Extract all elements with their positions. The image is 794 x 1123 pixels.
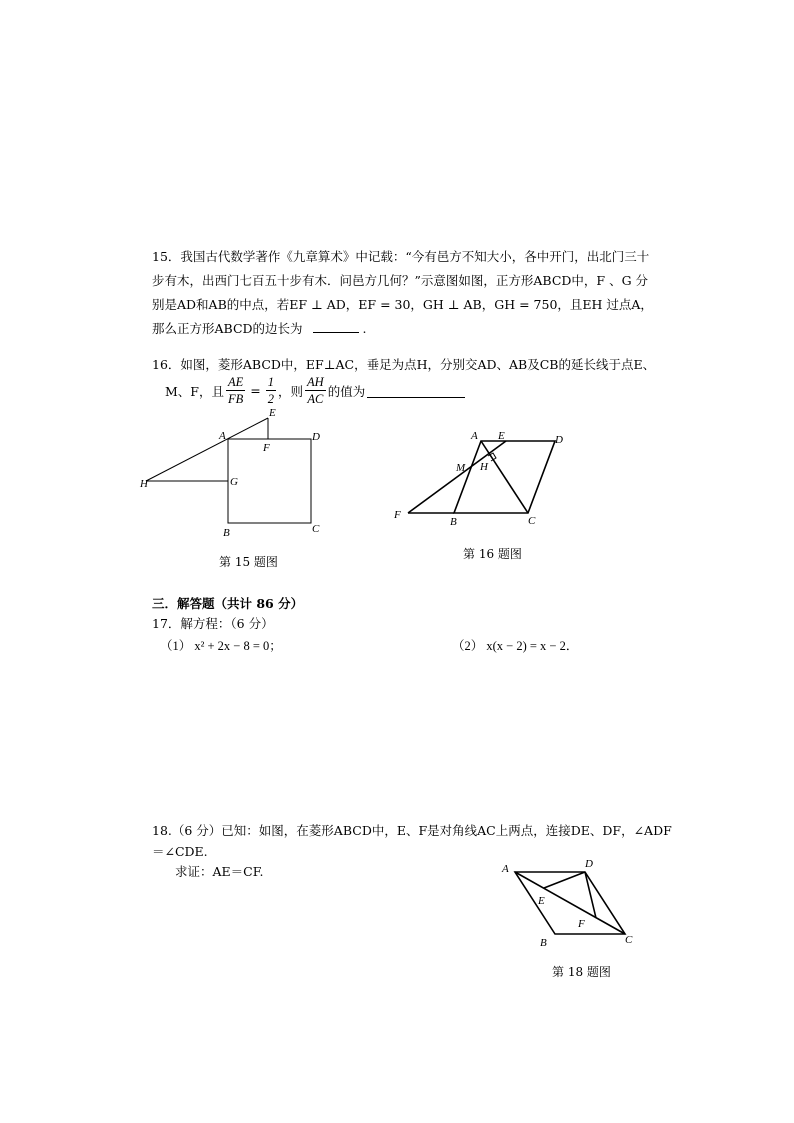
fraction-ah-ac bbox=[305, 374, 326, 407]
q17-title: 17．解方程：（6 分） bbox=[152, 616, 274, 631]
fraction-ae-fb bbox=[226, 374, 245, 407]
fig16-label-f: F bbox=[394, 509, 401, 521]
equals-sign: = bbox=[250, 383, 261, 398]
fig16-label-a: A bbox=[471, 430, 478, 442]
q17-part-2: （2） x(x − 2) = x − 2． bbox=[452, 639, 579, 653]
q16-answer-blank[interactable] bbox=[367, 384, 465, 398]
fig16-label-h: H bbox=[480, 461, 488, 473]
q15-answer-blank[interactable] bbox=[313, 319, 359, 333]
fraction-ah-ac-denominator: AC bbox=[307, 392, 324, 406]
fig15-label-b: B bbox=[223, 527, 230, 539]
fig15-label-g: G bbox=[230, 476, 238, 488]
fig15-label-f: F bbox=[263, 442, 270, 454]
fraction-one-half-denominator: 2 bbox=[267, 392, 274, 406]
fig18-label-d: D bbox=[585, 858, 593, 870]
figure-16-caption: 第 16 题图 bbox=[463, 547, 522, 561]
fig16-label-e: E bbox=[498, 430, 505, 442]
q16-line-2-start: M、F，且 bbox=[165, 383, 224, 399]
q18-line-3: 求证：AE＝CF. bbox=[175, 864, 264, 879]
fig15-label-e: E bbox=[269, 407, 276, 419]
figure-18 bbox=[498, 852, 643, 952]
q16-line-2 bbox=[165, 374, 465, 407]
fig16-label-b: B bbox=[450, 516, 457, 528]
fig18-line-de bbox=[544, 872, 585, 888]
figure-15-caption: 第 15 题图 bbox=[219, 555, 278, 569]
q15-line-2: 步有木，出西门七百五十步有木．问邑方几何？”示意图如图，正方形ABCD中，F 、G 分 bbox=[152, 273, 649, 288]
fraction-ae-fb-denominator: FB bbox=[227, 392, 244, 406]
fig16-diagonal-ac bbox=[481, 441, 528, 513]
fig18-label-f: F bbox=[578, 918, 585, 930]
section-3-title: 三．解答题（共计 86 分） bbox=[152, 596, 304, 611]
fig18-label-a: A bbox=[502, 863, 509, 875]
fig18-label-e: E bbox=[538, 895, 545, 907]
fig16-label-c: C bbox=[528, 515, 536, 527]
figure-18-caption: 第 18 题图 bbox=[552, 965, 611, 979]
fig15-label-a: A bbox=[219, 430, 226, 442]
fig18-diagonal-ac bbox=[515, 872, 625, 934]
fig15-line-he bbox=[146, 418, 268, 481]
q18-line-2: ＝∠CDE. bbox=[152, 844, 208, 859]
fig15-label-h: H bbox=[140, 478, 148, 490]
q15-line-4-end: . bbox=[362, 321, 367, 336]
fig16-label-m: M bbox=[456, 462, 466, 474]
figure-16 bbox=[390, 425, 575, 530]
fraction-one-half-numerator: 1 bbox=[267, 375, 274, 389]
fig16-label-d: D bbox=[555, 434, 563, 446]
fig18-line-df bbox=[585, 872, 596, 918]
fraction-one-half bbox=[266, 374, 276, 407]
q16-line-2-middle: ，则 bbox=[278, 383, 304, 399]
q16-line-2-end: 的值为 bbox=[327, 383, 366, 399]
fraction-ae-fb-numerator: AE bbox=[227, 375, 244, 389]
q15-line-4 bbox=[152, 319, 367, 337]
fig15-label-d: D bbox=[312, 431, 320, 443]
fig15-label-c: C bbox=[312, 523, 320, 535]
fig16-line-fe bbox=[408, 441, 506, 513]
q15-line-1: 15．我国古代数学著作《九章算术》中记载：“今有邑方不知大小，各中开门，出北门三十 bbox=[152, 249, 650, 264]
q18-line-1: 18.（6 分）已知：如图，在菱形ABCD中，E、F是对角线AC上两点，连接DE、DF，∠ADF bbox=[152, 823, 672, 838]
q15-line-3: 别是AD和AB的中点，若EF ⊥ AD，EF = 30，GH ⊥ AB，GH = 750，且EH 过点A， bbox=[152, 297, 653, 312]
q16-line-1: 16．如图，菱形ABCD中，EF⊥AC，垂足为点H，分别交AD、AB及CB的延长线于点E、 bbox=[152, 357, 656, 372]
fraction-ah-ac-numerator: AH bbox=[307, 375, 324, 389]
figure-15 bbox=[135, 405, 340, 540]
fig18-label-b: B bbox=[540, 937, 547, 949]
fig18-label-c: C bbox=[625, 934, 633, 946]
q15-line-4-text: 那么正方形ABCD的边长为 bbox=[152, 321, 303, 336]
q17-part-1: （1） x² + 2x − 8 = 0； bbox=[160, 639, 282, 653]
